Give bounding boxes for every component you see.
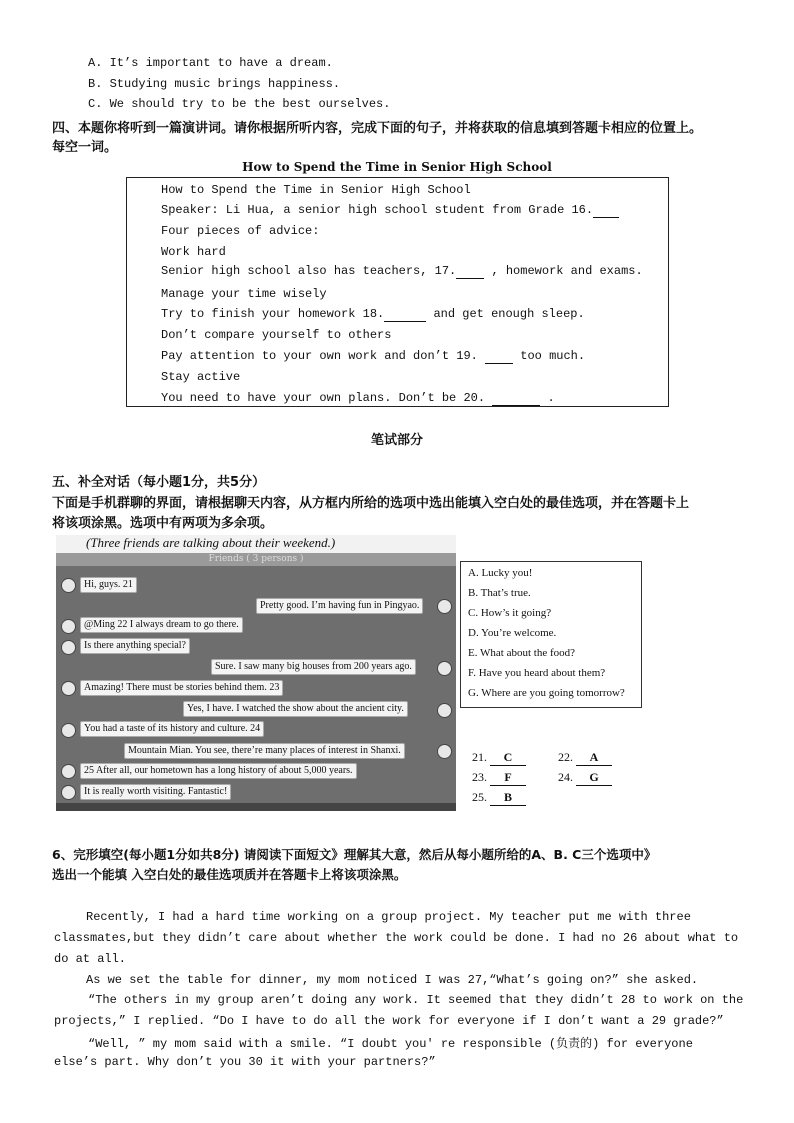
- option-a: A. It’s important to have a dream.: [88, 56, 333, 70]
- section5-instruction-1: 下面是手机群聊的界面，请根据聊天内容，从方框内所给的选项中选出能填入空白处的最佳选项，并在答题卡上: [52, 496, 690, 511]
- choice-d: D. You’re welcome.: [468, 627, 557, 639]
- section6-heading-1: 6、完形填空(每小题1分如共8分) 请阅读下面短文》理解其大意，然后从每小题所给的A、B. C三个选项中》: [52, 847, 657, 862]
- answer-25: [472, 790, 526, 806]
- answer-letter: F: [490, 770, 526, 786]
- box-line-advice: Four pieces of advice:: [161, 224, 320, 238]
- answer-21: [472, 750, 526, 766]
- box-line-compare: Don’t compare yourself to others: [161, 328, 392, 342]
- answer-letter: G: [576, 770, 612, 786]
- avatar-icon: [61, 764, 76, 779]
- section4-heading: 四、本题你将听到一篇演讲词。请你根据所听内容，完成下面的句子，并将获取的信息填到答题卡相应的位置上。: [52, 121, 703, 136]
- answer-letter: C: [490, 750, 526, 766]
- chat-message: Yes, I have. I watched the show about the ancient city.: [183, 701, 408, 717]
- blank-19: [485, 349, 513, 364]
- box-line-18: [161, 307, 585, 322]
- blank-18: [384, 307, 426, 322]
- blank-20: [492, 391, 540, 406]
- text-18-end: and get enough sleep.: [433, 307, 585, 321]
- chat-message: Hi, guys. 21: [80, 577, 137, 593]
- chat-message: Mountain Mian. You see, there’re many places of interest in Shanxi.: [124, 743, 405, 759]
- text-20-end: .: [547, 391, 555, 405]
- answer-letter: B: [490, 790, 526, 806]
- box-line-17: [161, 264, 643, 279]
- answer-23: [472, 770, 526, 786]
- written-part-title: 笔试部分: [370, 433, 423, 448]
- section5-heading: 五、补全对话（每小题1分，共5分）: [52, 475, 266, 490]
- option-b: B. Studying music brings happiness.: [88, 77, 341, 91]
- avatar-icon: [61, 619, 76, 634]
- chat-message: Sure. I saw many big houses from 200 years ago.: [211, 659, 416, 675]
- avatar-icon: [437, 599, 452, 614]
- choice-f: F. Have you heard about them?: [468, 667, 606, 679]
- chat-message: You had a taste of its history and culture. 24: [80, 721, 264, 737]
- choice-c: C. How’s it going?: [468, 607, 552, 619]
- choices-box: [460, 561, 642, 708]
- choice-a: A. Lucky you!: [468, 567, 533, 579]
- avatar-icon: [437, 744, 452, 759]
- answer-number: 22.: [558, 750, 573, 764]
- box-line-manage: Manage your time wisely: [161, 287, 327, 301]
- passage-line: projects,” I replied. “Do I have to do all the work for everyone if I don’t want a 29 grade?”: [54, 1014, 724, 1028]
- blank-17: [456, 264, 484, 279]
- box-line-20: [161, 391, 555, 406]
- avatar-icon: [61, 640, 76, 655]
- passage-line: classmates,but they didn’t care about whether the work could be done. I had no 26 about what to: [54, 931, 739, 945]
- section6-heading-2: 选出一个能填 入空白处的最佳选项质并在答题卡上将该项涂黑。: [52, 867, 407, 882]
- avatar-icon: [61, 785, 76, 800]
- option-c: C. We should try to be the best ourselves.: [88, 97, 391, 111]
- passage-line: do at all.: [54, 952, 127, 966]
- chat-message: Is there anything special?: [80, 638, 190, 654]
- passage-line: As we set the table for dinner, my mom noticed I was 27,“What’s going on?” she asked.: [86, 973, 699, 987]
- passage-line: “Well, ” my mom said with a smile. “I doubt you' re responsible (负责的) for everyone: [88, 1037, 693, 1051]
- notes-box: [126, 177, 669, 407]
- answer-24: [558, 770, 612, 786]
- chat-message: Amazing! There must be stories behind them. 23: [80, 680, 283, 696]
- section4-heading-2: 每空一词。: [52, 140, 118, 155]
- text-17: Senior high school also has teachers, 17.: [161, 264, 457, 278]
- passage-line: else’s part. Why don’t you 30 it with your partners?”: [54, 1055, 436, 1069]
- speaker-text: Speaker: Li Hua, a senior high school student from Grade 16.: [161, 203, 594, 217]
- box-line-active: Stay active: [161, 370, 241, 384]
- avatar-icon: [61, 578, 76, 593]
- box-line-title: How to Spend the Time in Senior High School: [161, 183, 471, 197]
- text-20: You need to have your own plans. Don’t be 20.: [161, 391, 486, 405]
- text-19-end: too much.: [520, 349, 586, 363]
- passage-line: “The others in my group aren’t doing any work. It seemed that they didn’t 28 to work on the: [88, 993, 744, 1007]
- choice-g: G. Where are you going tomorrow?: [468, 687, 625, 699]
- section5-instruction-2: 将该项涂黑。选项中有两项为多余项。: [52, 516, 274, 531]
- chat-bottom-bar: [56, 803, 456, 811]
- blank-16: [593, 203, 619, 218]
- avatar-icon: [437, 703, 452, 718]
- avatar-icon: [61, 681, 76, 696]
- text-17-end: , homework and exams.: [491, 264, 643, 278]
- chat-header: Friends ( 3 persons ): [56, 553, 456, 566]
- choice-b: B. That’s true.: [468, 587, 531, 599]
- text-18: Try to finish your homework 18.: [161, 307, 385, 321]
- section4-title: How to Spend the Time in Senior High School: [242, 160, 552, 174]
- chat-message: It is really worth visiting. Fantastic!: [80, 784, 231, 800]
- answer-number: 21.: [472, 750, 487, 764]
- chat-message: @Ming 22 I always dream to go there.: [80, 617, 243, 633]
- answer-number: 25.: [472, 790, 487, 804]
- chat-message: Pretty good. I’m having fun in Pingyao.: [256, 598, 423, 614]
- avatar-icon: [61, 723, 76, 738]
- box-line-19: [161, 349, 585, 364]
- chat-message: 25 After all, our hometown has a long history of about 5,000 years.: [80, 763, 357, 779]
- answer-number: 23.: [472, 770, 487, 784]
- chat-caption: (Three friends are talking about their weekend.): [86, 535, 336, 550]
- answer-number: 24.: [558, 770, 573, 784]
- passage-line: Recently, I had a hard time working on a group project. My teacher put me with three: [86, 910, 691, 924]
- text-19: Pay attention to your own work and don’t 19.: [161, 349, 478, 363]
- choice-e: E. What about the food?: [468, 647, 576, 659]
- box-line-speaker: [161, 203, 619, 218]
- chat-caption-bar: [56, 535, 456, 553]
- avatar-icon: [437, 661, 452, 676]
- box-line-work-hard: Work hard: [161, 245, 226, 259]
- answer-22: [558, 750, 612, 766]
- answer-letter: A: [576, 750, 612, 766]
- chat-screenshot: [56, 535, 456, 811]
